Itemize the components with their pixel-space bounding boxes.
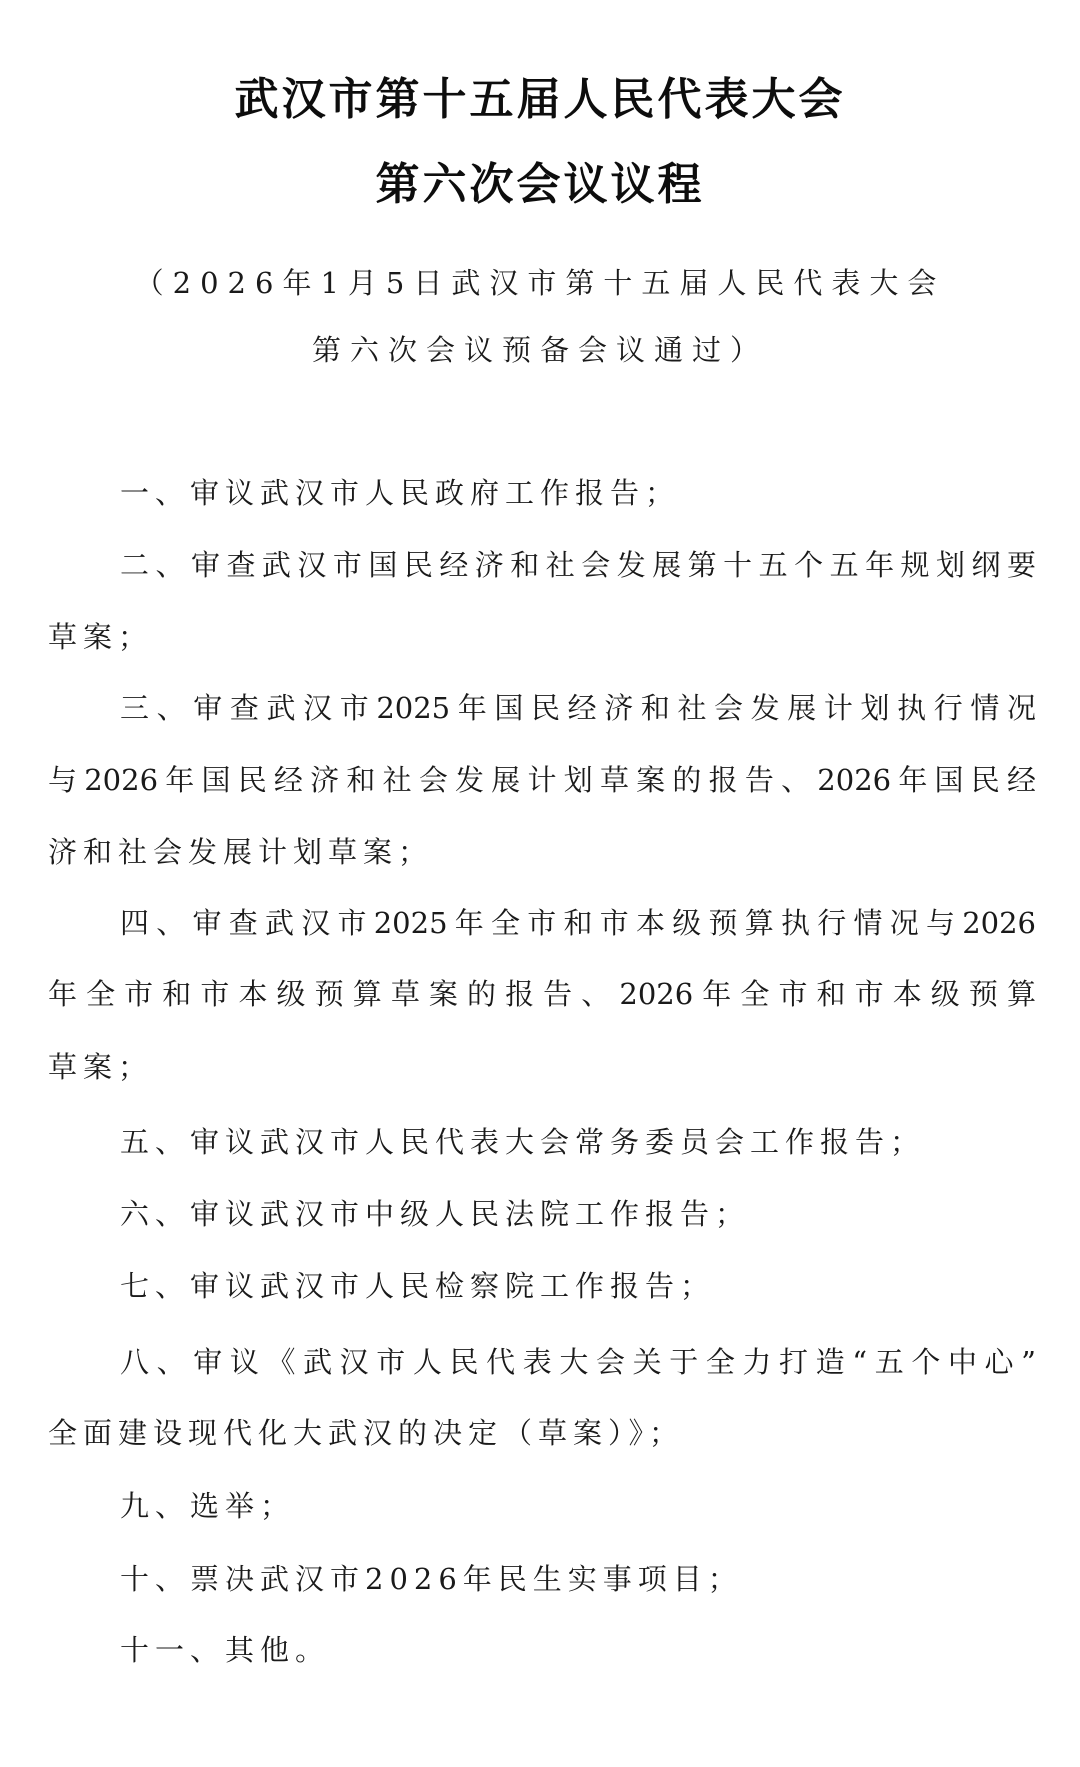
agenda-item-6: 六、审议武汉市中级人民法院工作报告； — [120, 1197, 751, 1231]
agenda-item-10: 十、票决武汉市2026年民生实事项目； — [120, 1562, 743, 1596]
agenda-item-8-line-1: 八、审议《武汉市人民代表大会关于全力打造“五个中心” — [120, 1345, 1036, 1379]
document-title-line-2: 第六次会议议程 — [375, 159, 705, 210]
agenda-item-4-line-3: 草案； — [48, 1050, 154, 1084]
agenda-item-1: 一、审议武汉市人民政府工作报告； — [120, 476, 681, 510]
subtitle-line-2: 第六次会议预备会议通过） — [311, 333, 768, 367]
subtitle-line-1: （2026年1月5日武汉市第十五届人民代表大会 — [134, 266, 946, 300]
agenda-item-4-line-1: 四、审查武汉市2025年全市和市本级预算执行情况与2026 — [120, 906, 1036, 940]
agenda-item-9: 九、选举； — [120, 1489, 296, 1523]
document-title-line-1: 武汉市第十五届人民代表大会 — [234, 74, 846, 125]
agenda-item-4-line-2: 年全市和市本级预算草案的报告、2026年全市和市本级预算 — [48, 977, 1036, 1011]
agenda-item-5: 五、审议武汉市人民代表大会常务委员会工作报告； — [120, 1125, 926, 1159]
agenda-item-8-line-2: 全面建设现代化大武汉的决定（草案）》； — [48, 1416, 685, 1450]
agenda-item-2-line-2: 草案； — [48, 620, 154, 654]
agenda-item-2-line-1: 二、审查武汉市国民经济和社会发展第十五个五年规划纲要 — [120, 548, 1036, 582]
agenda-item-3-line-3: 济和社会发展计划草案； — [48, 835, 434, 869]
agenda-item-3-line-1: 三、审查武汉市2025年国民经济和社会发展计划执行情况 — [120, 691, 1036, 725]
agenda-item-3-line-2: 与2026年国民经济和社会发展计划草案的报告、2026年国民经 — [48, 763, 1036, 797]
agenda-item-11: 十一、其他。 — [120, 1633, 331, 1667]
agenda-item-7: 七、审议武汉市人民检察院工作报告； — [120, 1269, 716, 1303]
